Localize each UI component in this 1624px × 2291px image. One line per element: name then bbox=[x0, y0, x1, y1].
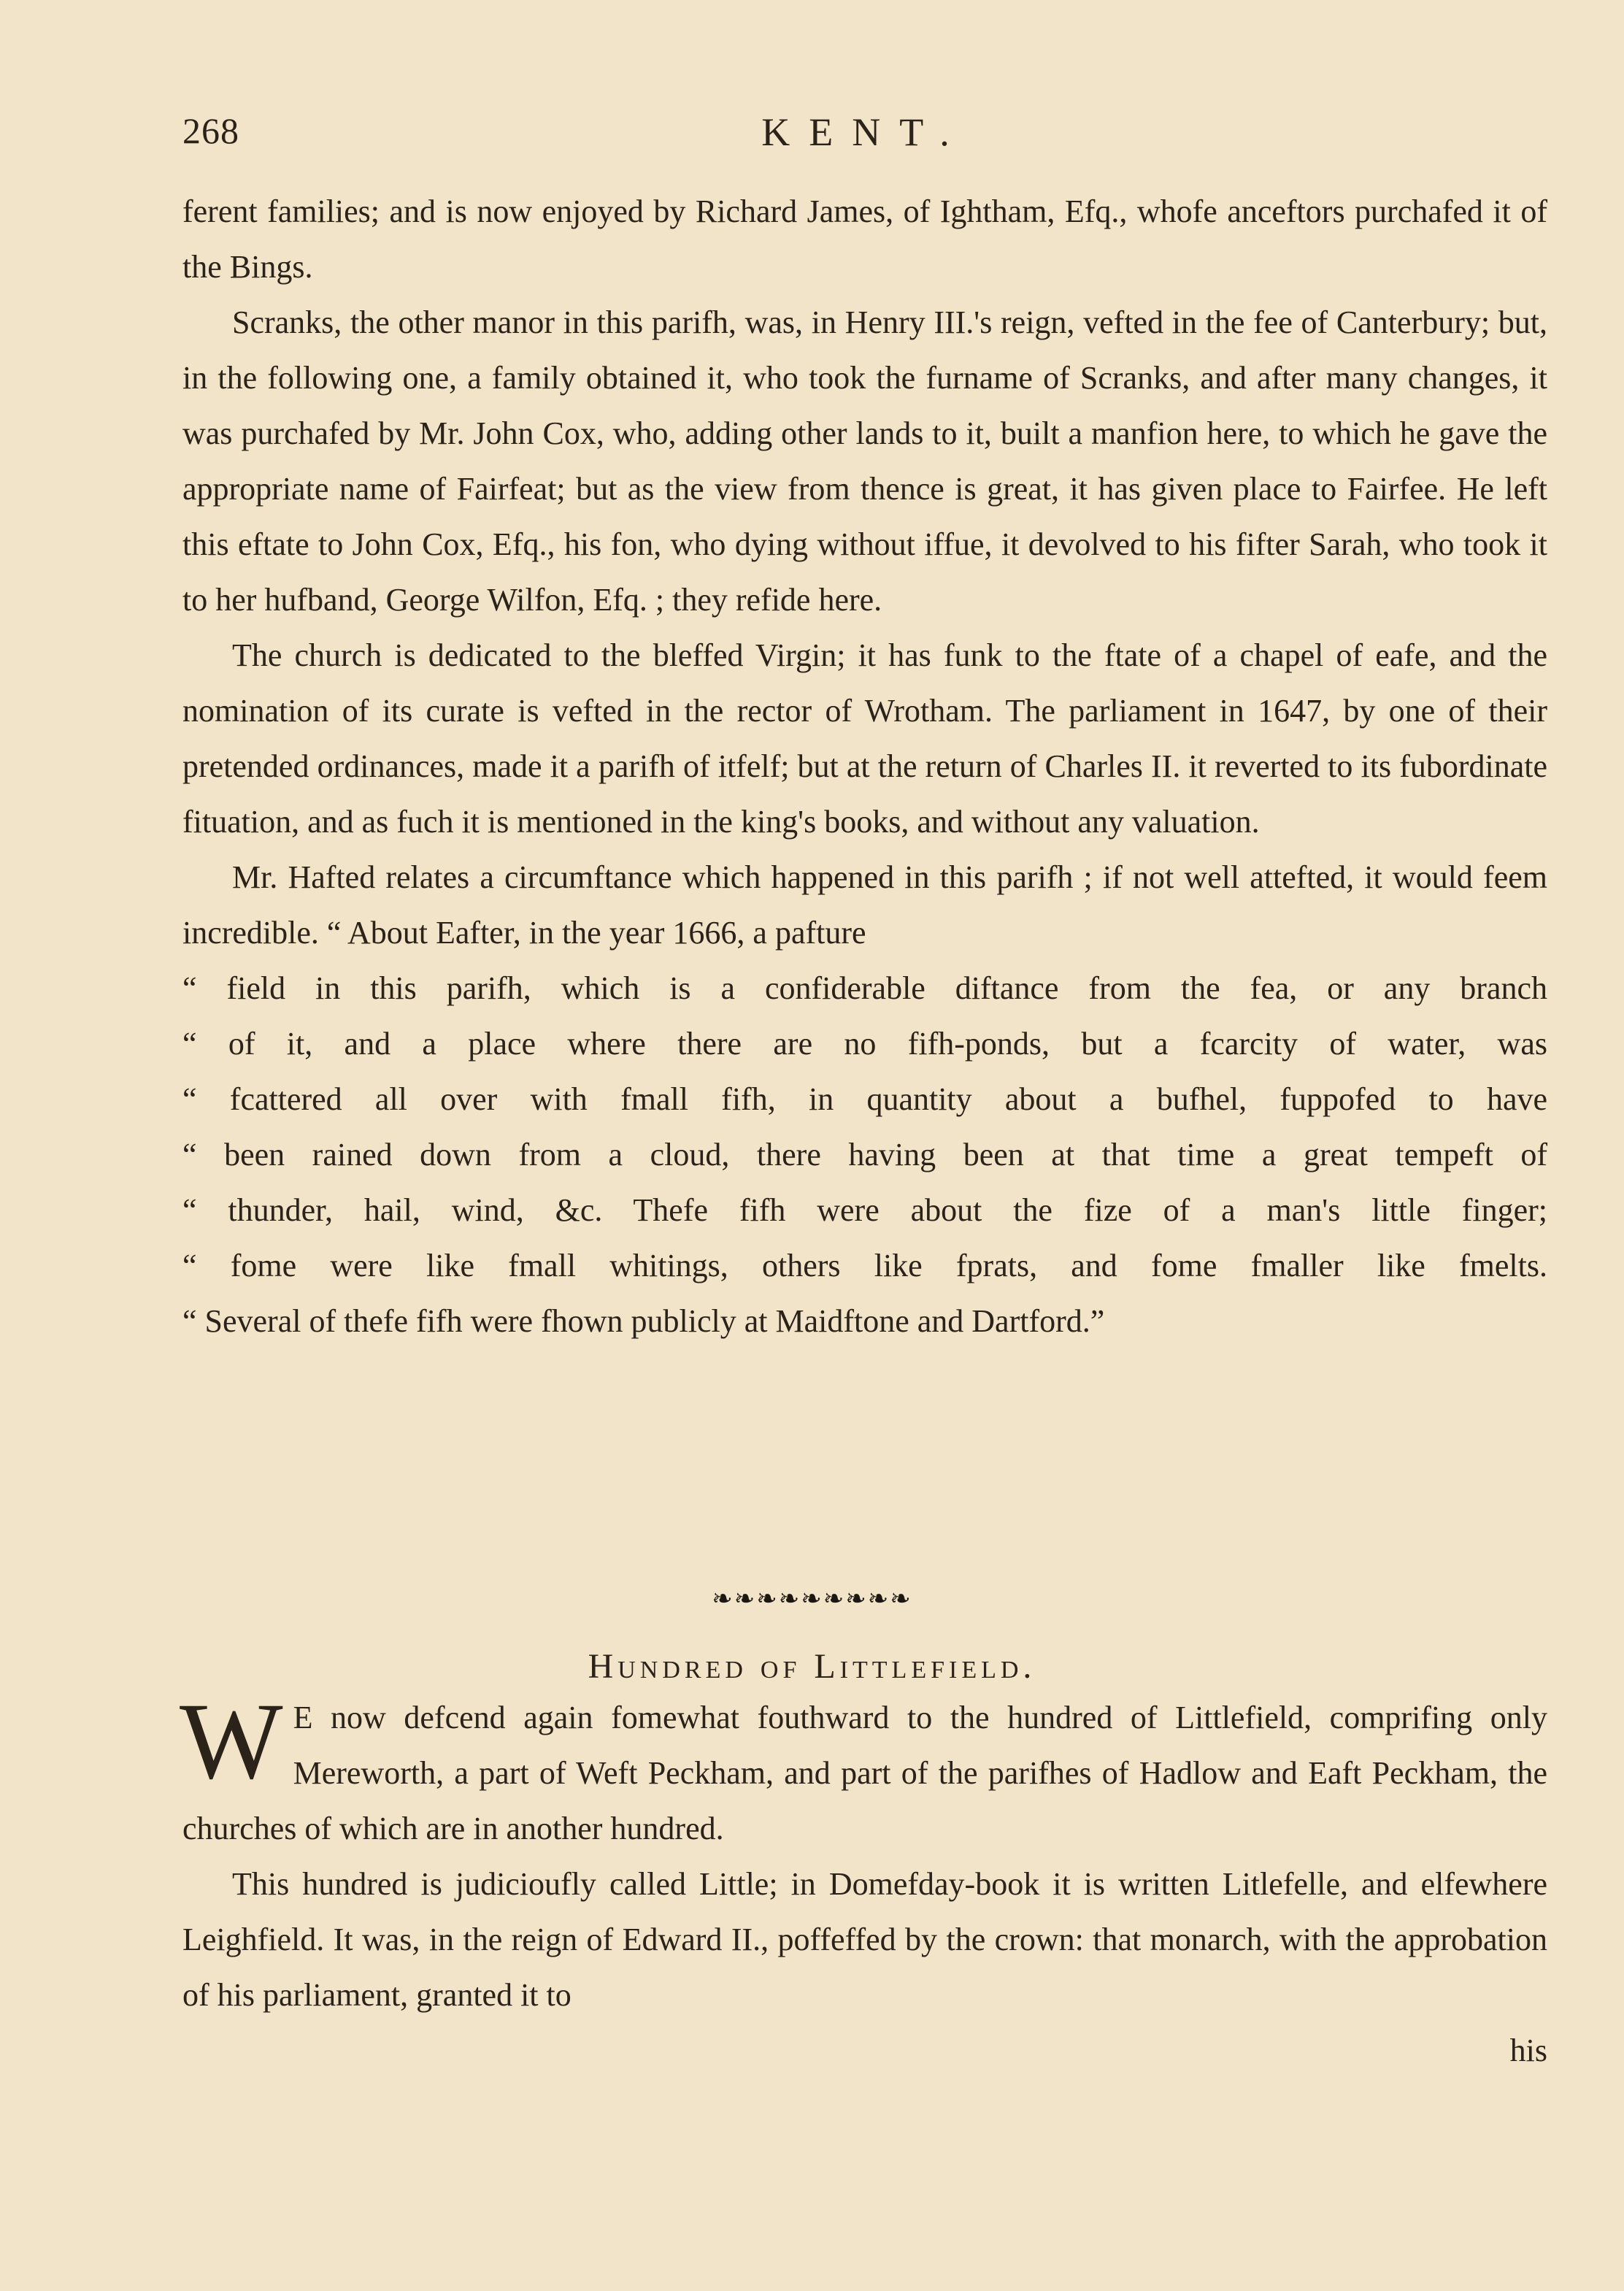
drop-cap: W bbox=[180, 1681, 283, 1802]
section-heading: Hundred of Littlefield. bbox=[588, 1647, 1036, 1686]
page-number: 268 bbox=[182, 110, 239, 151]
quote-line-last: “ Several of thefe fifh were fhown publicly at Maidftone and Dartford.” bbox=[182, 1303, 1105, 1339]
paragraph: The church is dedicated to the bleffed Virgin; it has funk to the ftate of a chapel of eafe, and the nomination of its curate is vefted in the rector of Wrotham. The parliament in 1647, by one of their pretended ordinances, made it a parifh of itfelf; but at the return of Charles II. it reverted to its fubordinate fituation, and as fuch it is mentioned in the king's books, and without any valuation. bbox=[182, 637, 1547, 840]
quote-line: “ fcattered all over with fmall fifh, in quantity about a bufhel, fuppofed to have bbox=[182, 1081, 1547, 1117]
paragraph: ferent families; and is now enjoyed by Richard James, of Ightham, Efq., whofe anceftors purchafed it of the Bings. bbox=[182, 193, 1547, 285]
body-text-top bbox=[182, 184, 1547, 1349]
catchword: his bbox=[1509, 2033, 1547, 2068]
ornament-divider: ❧❧❧❧❧❧❧❧❧ bbox=[712, 1586, 912, 1613]
paragraph: This hundred is judicioufly called Little; in Domefday-book it is written Litlefelle, and elfewhere Leighfield. It was, in the reign of Edward II., poffeffed by the crown: that monarch, with the approbation of his parliament, granted it to bbox=[182, 1866, 1547, 2013]
body-text-bottom bbox=[180, 1681, 1547, 2079]
quote-line: “ been rained down from a cloud, there having been at that time a great tempeft of bbox=[182, 1137, 1547, 1173]
quote-line: “ thunder, hail, wind, &c. Thefe fifh were about the fize of a man's little finger; bbox=[182, 1192, 1547, 1228]
quote-line: “ of it, and a place where there are no fifh-ponds, but a fcarcity of water, was bbox=[182, 1026, 1547, 1062]
paragraph-hasted-intro: Mr. Hafted relates a circumftance which happened in this parifh ; if not well attefted, it would feem incredible. “ About Eafter, in the year 1666, a pafture bbox=[182, 859, 1547, 951]
running-title: KENT. bbox=[761, 110, 969, 154]
paragraph-text: E now defcend again fomewhat fouthward to the hundred of Littlefield, comprifing only Mereworth, a part of Weft Peckham, and part of the parifhes of Hadlow and Eaft Peckham, the churches of which are in another hundred. bbox=[182, 1700, 1547, 1846]
paragraph: Scranks, the other manor in this parifh, was, in Henry III.'s reign, vefted in the fee of Canterbury; but, in the following one, a family obtained it, who took the furname of Scranks, and after many changes, it was purchafed by Mr. John Cox, who, adding other lands to it, built a manfion here, to which he gave the appropriate name of Fairfeat; but as the view from thence is great, it has given place to Fairfee. He left this eftate to John Cox, Efq., his fon, who dying without iffue, it devolved to his fifter Sarah, who took it to her hufband, George Wilfon, Efq. ; they refide here. bbox=[182, 304, 1547, 618]
quote-line: “ field in this parifh, which is a confiderable diftance from the fea, or any branch bbox=[182, 970, 1547, 1006]
page-header bbox=[182, 110, 1547, 161]
quote-line: “ fome were like fmall whitings, others like fprats, and fome fmaller like fmelts. bbox=[182, 1248, 1547, 1283]
paragraph-with-dropcap bbox=[180, 1681, 1547, 1857]
